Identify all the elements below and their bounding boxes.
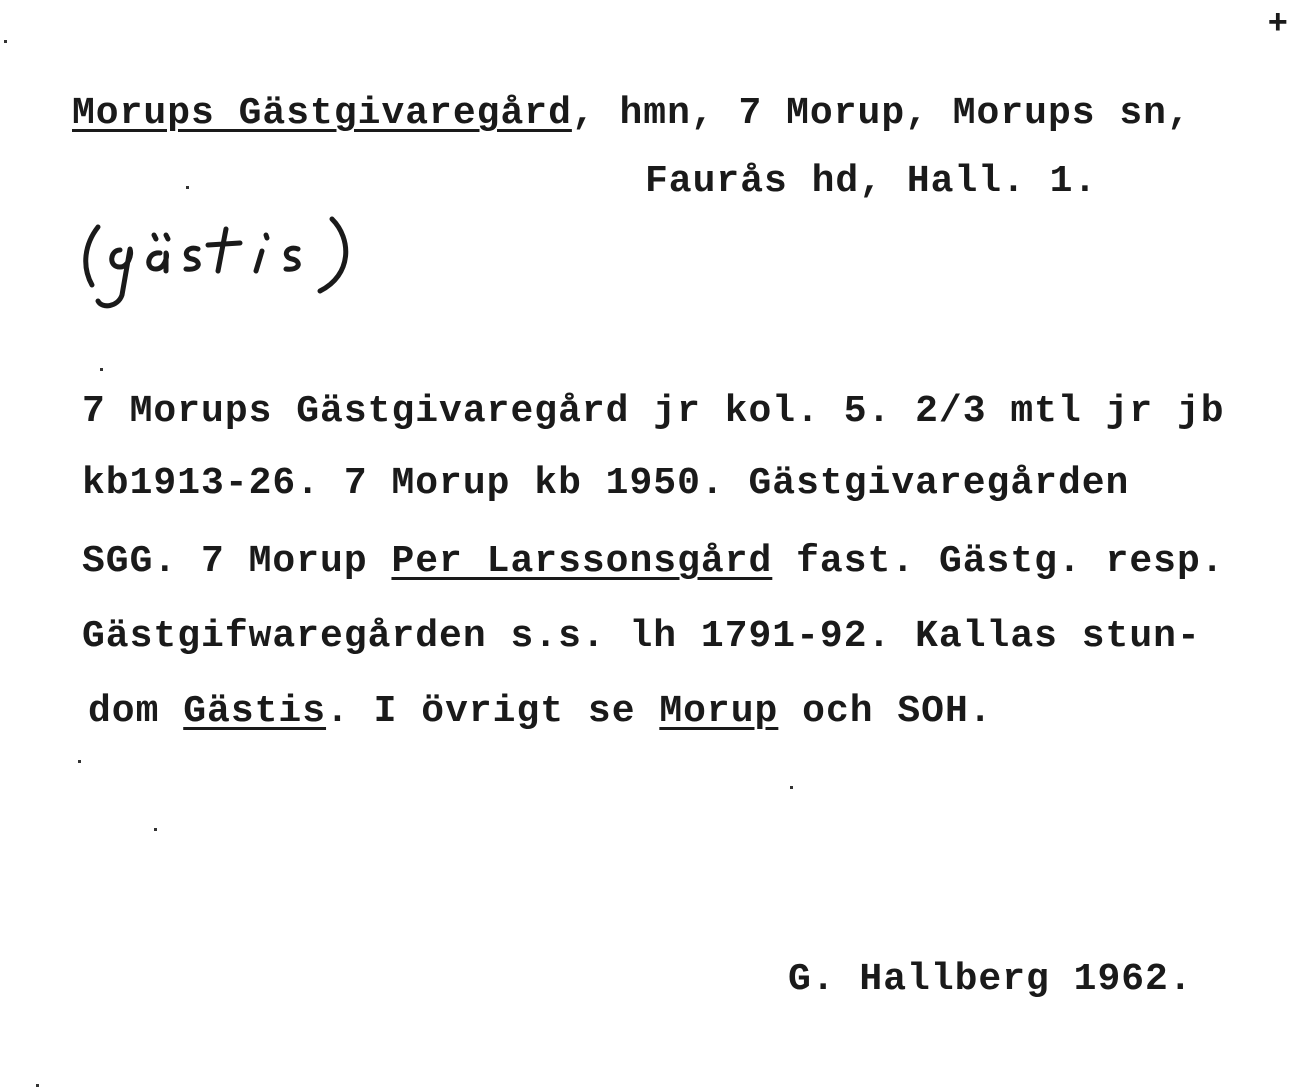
- body-line-5-middle: . I övrigt se: [326, 690, 660, 733]
- entry-title-suffix: , hmn, 7 Morup, Morups sn,: [571, 92, 1191, 135]
- body-line-3-start: SGG. 7 Morup: [82, 540, 392, 583]
- body-line-5-start: dom: [88, 690, 184, 733]
- scan-speck: [4, 40, 7, 43]
- body-line-5: [88, 690, 993, 734]
- scan-speck: [36, 1084, 39, 1087]
- scan-speck: [100, 368, 103, 371]
- body-line-1: 7 Morups Gästgivaregård jr kol. 5. 2/3 mtl jr jb: [82, 390, 1225, 433]
- entry-location: Faurås hd, Hall. 1.: [645, 160, 1098, 203]
- handwritten-note: [70, 205, 400, 320]
- reference-morup: Morup: [659, 690, 779, 733]
- body-line-3: [82, 540, 1225, 584]
- body-line-4: Gästgifwaregården s.s. lh 1791-92. Kallas stun-: [82, 615, 1201, 658]
- scan-speck: [78, 760, 81, 763]
- reference-gastis: Gästis: [183, 690, 327, 733]
- entry-heading: [72, 92, 1191, 136]
- signature: G. Hallberg 1962.: [788, 958, 1193, 1001]
- reference-per-larssonsgard: Per Larssonsgård: [391, 540, 773, 583]
- corner-crop-mark: +: [1267, 6, 1288, 44]
- handwritten-gastis-drawing: [70, 205, 400, 315]
- body-line-3-end: fast. Gästg. resp.: [772, 540, 1225, 583]
- body-line-5-end: och SOH.: [778, 690, 993, 733]
- scan-speck: [790, 786, 793, 789]
- entry-title: Morups Gästgivaregård: [72, 92, 572, 135]
- body-line-2: kb1913-26. 7 Morup kb 1950. Gästgivaregården: [82, 462, 1130, 505]
- scan-speck: [186, 186, 189, 189]
- scan-speck: [154, 828, 157, 831]
